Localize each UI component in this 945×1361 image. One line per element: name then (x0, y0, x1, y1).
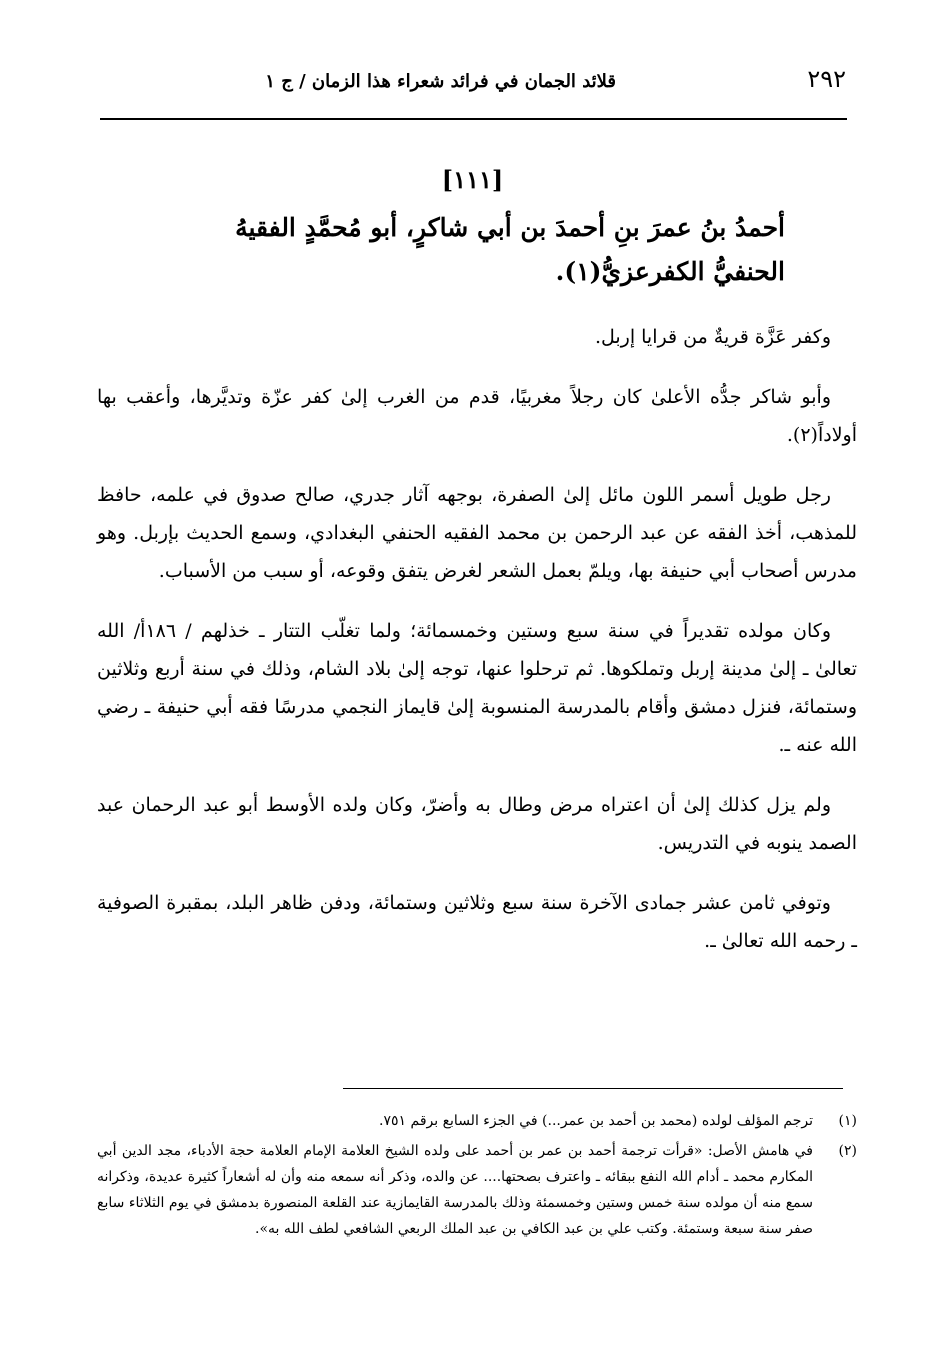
paragraph: وكفر عَزَّة قريةٌ من قرايا إربل. (594, 326, 831, 348)
footnote-text: في هامش الأصل: «قرأت ترجمة أحمد بن عمر بن أحمد على ولده الشيخ العلامة الإمام العلامة حجة الأدباء، مجد الدين أبي المكارم محمد ـ أدام الله النفع ببقائه ـ واعترف بصحتها.... عن والده، وذكر أنه سمعه منه وأن له أشعاراً كثيرة عديدة، وذكرانه سمع منه أن مولده سنة خمس وستين وخمسمئة وذلك بالمدرسة القايمازية عند القلعة المنصورة بدمشق في يوم الثلاثاء سابع صفر سنة سبعة وستمئة. وكتب علي بن عبد الكافي بن عبد الملك الربعي الشافعي لطف الله به». (97, 1143, 814, 1237)
page-header (100, 62, 846, 108)
footnote (97, 1138, 857, 1242)
footnote-number: (٢) (838, 1143, 857, 1159)
entry-number: [١١١] (441, 165, 504, 194)
paragraph: وكان مولده تقديراً في سنة سبع وستين وخمسمائة؛ ولما تغلّب التتار ـ خذلهم / ١٨٦أ/ الله تعالىٰ ـ إلىٰ مدينة إربل وتملكوها. ثم ترحلوا عنها، توجه إلىٰ بلاد الشام، وذلك في سنة أربع وثلاثين وستمائة، فنزل دمشق وأقام بالمدرسة المنسوبة إلىٰ قايماز النجمي مدرسًا فقه أبي حنيفة ـ رضي الله عنه ـ. (97, 620, 857, 756)
paragraph: وتوفي ثامن عشر جمادى الآخرة سنة سبع وثلاثين وستمائة، ودفن ظاهر البلد، بمقبرة الصوفية ـ رحمه الله تعالىٰ ـ. (97, 892, 857, 952)
footnote-rule (343, 1088, 843, 1089)
footnote (97, 1108, 857, 1134)
footnotes (97, 1108, 857, 1246)
header-rule (100, 118, 847, 120)
footnote-number: (١) (838, 1113, 857, 1129)
paragraph: ولم يزل كذلك إلىٰ أن اعتراه مرض وطال به وأضرّ، وكان ولده الأوسط أبو عبد الرحمان عبد الصمد ينوبه في التدريس. (97, 794, 857, 854)
page-number: ٢٩٢ (807, 65, 846, 93)
footnote-text: ترجم المؤلف لولده (محمد بن أحمد بن عمر...) في الجزء السابع برقم ٧٥١. (379, 1113, 813, 1129)
body-text (97, 318, 857, 982)
paragraph: وأبو شاكر جدُّه الأعلىٰ كان رجلاً مغربيًا، قدم من الغرب إلىٰ كفر عزّة وتديَّرها، وأعقب بها أولاداً(٢). (97, 386, 857, 446)
running-title: قلائد الجمان في فرائد شعراء هذا الزمان / ج ١ (265, 71, 616, 92)
entry-title: أحمدُ بنُ عمرَ بنِ أحمدَ بن أبي شاكرٍ، أبو مُحمَّدٍ الفقيهُ الحنفيُّ الكفرعزيُّ(١). (235, 213, 785, 286)
paragraph: رجل طويل أسمر اللون مائل إلىٰ الصفرة، بوجهه آثار جدري، صالح صدوق في علمه، حافظ للمذهب، أخذ الفقه عن عبد الرحمن بن محمد الفقيه الحنفي البغدادي، وسمع الحديث بإربل. وهو مدرس أصحاب أبي حنيفة بها، ويلمّ بعمل الشعر لغرض يتفق وقوعه، أو سبب من الأسباب. (97, 484, 857, 582)
